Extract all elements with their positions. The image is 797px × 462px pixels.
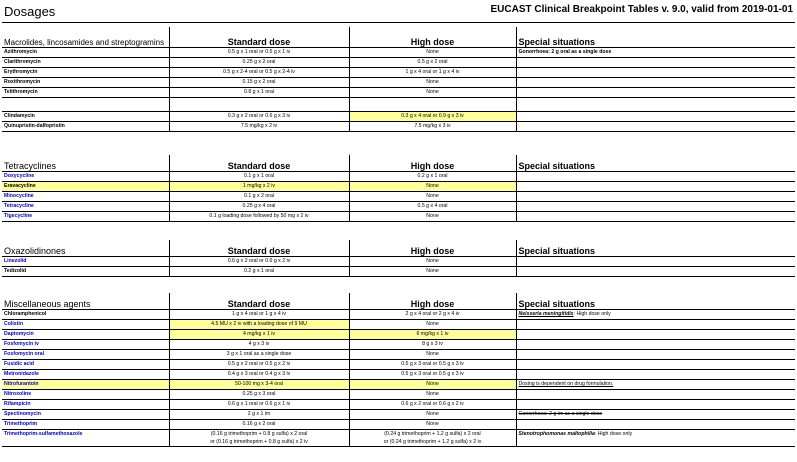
standard-dose: 7.5 mg/kg x 2 iv (169, 122, 349, 132)
standard-dose: 0.2 g x 1 oral (169, 267, 349, 277)
high-dose: None (349, 267, 516, 277)
col-high-dose: High dose (349, 155, 516, 172)
col-standard-dose: Standard dose (169, 293, 349, 310)
col-special-situations: Special situations (516, 240, 795, 257)
high-dose: None (349, 88, 516, 98)
special-situation (516, 370, 795, 380)
special-situation (516, 58, 795, 68)
special-situation (516, 88, 795, 98)
table-row (2, 360, 795, 370)
standard-dose: 1 g x 4 oral or 1 g x 4 iv (169, 310, 349, 320)
special-situation (516, 350, 795, 360)
special-situation (516, 310, 795, 320)
table-row (2, 320, 795, 330)
drug-name: Tetracycline (2, 202, 169, 212)
drug-name: Chloramphenicol (2, 310, 169, 320)
high-dose-line2: or (0.24 g trimethoprim + 1.2 g sulfa) x 2 iv (383, 439, 482, 445)
drug-name: Erythromycin (2, 68, 169, 78)
section-heading: Oxazolidinones (2, 240, 169, 257)
table-row (2, 350, 795, 360)
table-row (2, 192, 795, 202)
special-situation: Gonorrhoea: 2 g im as a single dose (516, 410, 795, 420)
standard-dose: 2 g x 1 im (169, 410, 349, 420)
standard-dose: 0.15 g x 2 oral (169, 78, 349, 88)
drug-name: Fosfomycin oral (2, 350, 169, 360)
special-situation (516, 68, 795, 78)
special-situation (516, 320, 795, 330)
table-row (2, 58, 795, 68)
table-row (2, 340, 795, 350)
high-dose: None (349, 212, 516, 222)
table-row (2, 310, 795, 320)
high-dose: 7.5 mg/kg x 3 iv (349, 122, 516, 132)
special-situation (516, 202, 795, 212)
standard-dose: 4 g x 3 iv (169, 340, 349, 350)
standard-dose: 4 mg/kg x 1 iv (169, 330, 349, 340)
high-dose: None (349, 48, 516, 58)
drug-name: Roxithromycin (2, 78, 169, 88)
high-dose: 0.5 g x 3 oral or 0.5 g x 3 iv (349, 370, 516, 380)
standard-dose: 0.6 g x 2 oral or 0.6 g x 2 iv (169, 257, 349, 267)
standard-dose: 50-100 mg x 3-4 oral (169, 380, 349, 390)
high-dose: 6 mg/kg x 1 iv (349, 330, 516, 340)
table-row (2, 122, 795, 132)
standard-dose: 3 g x 1 oral as a single dose (169, 350, 349, 360)
standard-dose: 0.25 g x 3 oral (169, 390, 349, 400)
high-dose: None (349, 380, 516, 390)
col-special-situations: Special situations (516, 27, 795, 48)
macrolides-table (2, 27, 795, 132)
standard-dose: 0.3 g x 2 oral or 0.6 g x 3 iv (169, 112, 349, 122)
standard-dose (169, 430, 349, 447)
col-standard-dose: Standard dose (169, 240, 349, 257)
drug-name: Doxycycline (2, 172, 169, 182)
col-standard-dose: Standard dose (169, 155, 349, 172)
high-dose: None (349, 420, 516, 430)
page-title: Dosages (4, 4, 56, 19)
col-standard-dose: Standard dose (169, 27, 349, 48)
table-row (2, 330, 795, 340)
drug-name: Clindamycin (2, 112, 169, 122)
table-row (2, 182, 795, 192)
special-situation (516, 360, 795, 370)
col-high-dose: High dose (349, 240, 516, 257)
special-situation: Gonorrhoea: 2 g oral as a single dose (516, 48, 795, 58)
table-row (2, 78, 795, 88)
high-dose: None (349, 390, 516, 400)
special-note: : High dose only (594, 431, 633, 437)
tetracyclines-table (2, 155, 795, 222)
standard-dose: 0.16 g x 2 oral (169, 420, 349, 430)
standard-dose-line1: (0.16 g trimethoprim + 0.8 g sulfa) x 2 oral (210, 431, 308, 437)
table-row (2, 380, 795, 390)
special-situation: Dosing is dependent on drug formulation. (516, 380, 795, 390)
table-row (2, 48, 795, 58)
standard-dose (169, 98, 349, 112)
special-situation (516, 420, 795, 430)
high-dose: None (349, 320, 516, 330)
table-row (2, 267, 795, 277)
high-dose: None (349, 350, 516, 360)
high-dose: None (349, 257, 516, 267)
special-situation (516, 212, 795, 222)
high-dose: 0.5 g x 3 oral or 0.5 g x 3 iv (349, 360, 516, 370)
high-dose: 8 g x 3 iv (349, 340, 516, 350)
drug-name: Telithromycin (2, 88, 169, 98)
special-situation (516, 257, 795, 267)
section-heading: Macrolides, lincosamides and streptogramins (2, 27, 169, 48)
drug-name: Nitroxoline (2, 390, 169, 400)
table-row (2, 420, 795, 430)
drug-name: Linezolid (2, 257, 169, 267)
table-row (2, 202, 795, 212)
section-heading: Miscellaneous agents (2, 293, 169, 310)
special-situation (516, 430, 795, 447)
drug-name: Colistin (2, 320, 169, 330)
table-row (2, 98, 795, 112)
high-dose: 0.5 g x 4 oral (349, 202, 516, 212)
table-row (2, 172, 795, 182)
col-special-situations: Special situations (516, 293, 795, 310)
special-situation (516, 78, 795, 88)
high-dose (349, 98, 516, 112)
drug-name: Clarithromycin (2, 58, 169, 68)
high-dose: 0.2 g x 1 oral (349, 172, 516, 182)
standard-dose: 0.1 g x 2 oral (169, 192, 349, 202)
drug-name: Rifampicin (2, 400, 169, 410)
standard-dose: 0.5 g x 2-4 oral or 0.5 g x 2-4 iv (169, 68, 349, 78)
drug-name: Spectinomycin (2, 410, 169, 420)
drug-name: Tigecycline (2, 212, 169, 222)
special-note: : High dose only (573, 311, 611, 317)
drug-name: Nitrofurantoin (2, 380, 169, 390)
standard-dose: 0.5 g x 1 oral or 0.5 g x 1 iv (169, 48, 349, 58)
drug-name (2, 98, 169, 112)
high-dose: None (349, 78, 516, 88)
standard-dose: 0.4 g x 3 oral or 0.4 g x 3 iv (169, 370, 349, 380)
high-dose-line1: (0.24 g trimethoprim + 1.2 g sulfa) x 2 oral (384, 431, 481, 437)
drug-name: Trimethoprim-sulfamethoxazole (2, 430, 169, 447)
table-row (2, 390, 795, 400)
standard-dose: 1 mg/kg x 2 iv (169, 182, 349, 192)
special-situation (516, 172, 795, 182)
special-situation (516, 192, 795, 202)
organism-name: Stenotrophomonas maltophilia (518, 431, 595, 437)
drug-name: Metronidazole (2, 370, 169, 380)
special-situation (516, 267, 795, 277)
standard-dose: 0.1 g loading dose followed by 50 mg x 2 iv (169, 212, 349, 222)
drug-name: Quinupristin-dalfopristin (2, 122, 169, 132)
col-high-dose: High dose (349, 27, 516, 48)
drug-name: Fosfomycin iv (2, 340, 169, 350)
table-row (2, 400, 795, 410)
high-dose: None (349, 410, 516, 420)
table-row (2, 212, 795, 222)
high-dose: 2 g x 4 oral or 2 g x 4 iv (349, 310, 516, 320)
high-dose: 0.3 g x 4 oral or 0.9 g x 3 iv (349, 112, 516, 122)
standard-dose: 0.1 g x 1 oral (169, 172, 349, 182)
high-dose: 1 g x 4 oral or 1 g x 4 iv (349, 68, 516, 78)
special-situation (516, 112, 795, 122)
special-situation (516, 98, 795, 112)
high-dose: None (349, 182, 516, 192)
standard-dose: 0.5 g x 2 oral or 0.5 g x 2 iv (169, 360, 349, 370)
special-situation (516, 182, 795, 192)
special-situation (516, 390, 795, 400)
standard-dose: 0.6 g x 1 oral or 0.6 g x 1 iv (169, 400, 349, 410)
table-row (2, 430, 795, 447)
drug-name: Fusidic acid (2, 360, 169, 370)
drug-name: Eravacycline (2, 182, 169, 192)
header-divider (2, 22, 795, 23)
special-situation (516, 330, 795, 340)
section-heading: Tetracyclines (2, 155, 169, 172)
table-row (2, 410, 795, 420)
page-subtitle: EUCAST Clinical Breakpoint Tables v. 9.0, valid from 2019-01-01 (490, 4, 793, 15)
table-row (2, 88, 795, 98)
standard-dose: 0.8 g x 1 oral (169, 88, 349, 98)
col-special-situations: Special situations (516, 155, 795, 172)
standard-dose: 0.25 g x 2 oral (169, 58, 349, 68)
drug-name: Daptomycin (2, 330, 169, 340)
drug-name: Tedizolid (2, 267, 169, 277)
special-situation (516, 400, 795, 410)
standard-dose: 0.25 g x 4 oral (169, 202, 349, 212)
table-row (2, 257, 795, 267)
standard-dose: 4.5 MU x 2 iv with a loading dose of 9 MU (169, 320, 349, 330)
miscellaneous-table (2, 293, 795, 447)
organism-name: Neisseria meningitidis (518, 311, 574, 317)
special-situation (516, 340, 795, 350)
standard-dose-line2: or (0.16 g trimethoprim + 0.8 g sulfa) x 2 iv (210, 439, 308, 445)
special-situation (516, 122, 795, 132)
table-row (2, 370, 795, 380)
oxazolidinones-table (2, 240, 795, 277)
table-row (2, 112, 795, 122)
drug-name: Minocycline (2, 192, 169, 202)
high-dose: 0.6 g x 2 oral or 0.6 g x 2 iv (349, 400, 516, 410)
page-header (4, 4, 793, 22)
drug-name: Trimethoprim (2, 420, 169, 430)
high-dose: 0.5 g x 2 oral (349, 58, 516, 68)
high-dose (349, 430, 516, 447)
table-row (2, 68, 795, 78)
col-high-dose: High dose (349, 293, 516, 310)
drug-name: Azithromycin (2, 48, 169, 58)
high-dose: None (349, 192, 516, 202)
